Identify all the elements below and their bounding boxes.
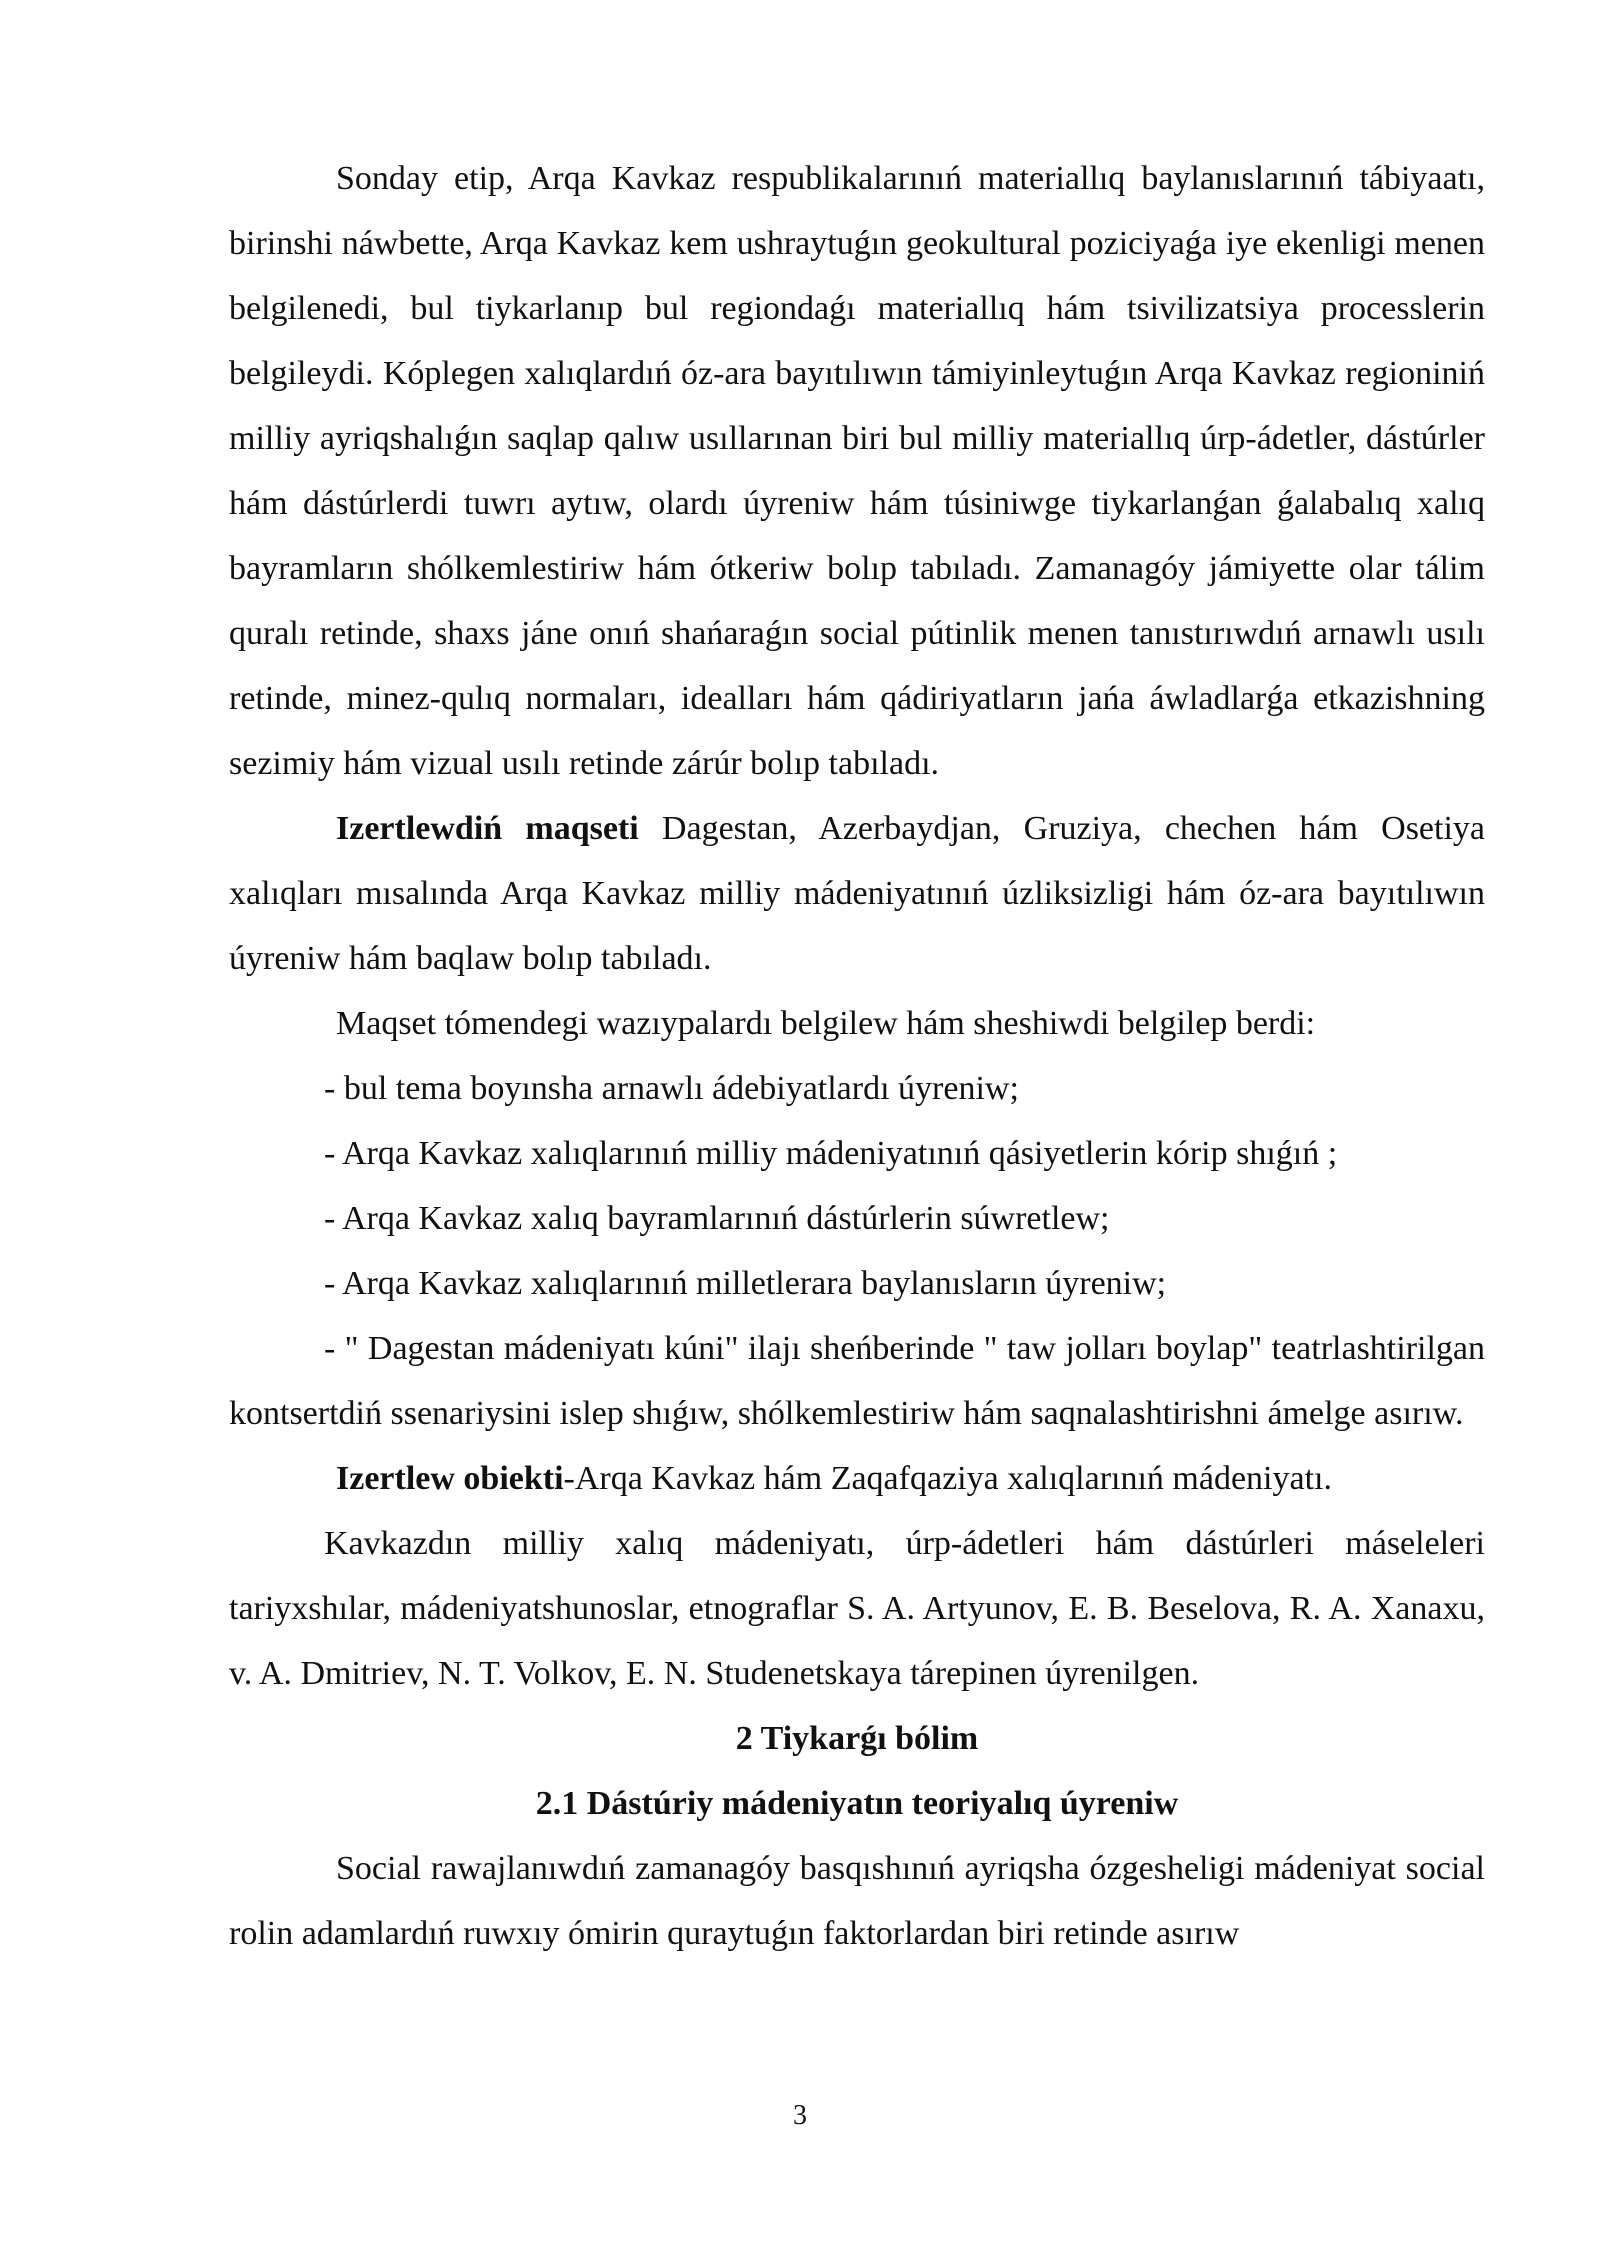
paragraph-intro: Sonday etip, Arqa Kavkaz respublikalarınıń materiallıq baylanıslarınıń tábiyaatı, birinshi náwbette, Arqa Kavkaz kem ushraytuǵın geokultural poziciyaǵa iye ekenligi menen belgilenedi, bul tiykarlanıp bul regiondaǵı materiallıq hám tsivilizatsiya processlerin belgileydi. Kóplegen xalıqlardıń óz-ara bayıtılıwın támiyinleytuǵın Arqa Kavkaz regioniniń milliy ayriqshalıǵın saqlap qalıw usıllarınan biri bul milliy materiallıq úrp-ádetler, dástúrler hám dástúrlerdi tuwrı aytıw, olardı úyreniw hám túsiniwge tiykarlanǵan ǵalabalıq xalıq bayramların shólkemlestiriw hám ótkeriw bolıp tabıladı. Zamanagóy jámiyette olar tálim quralı retinde, shaxs jáne onıń shańaraǵın social pútinlik menen tanıstırıwdıń arnawlı usılı retinde, minez-qulıq normaları, idealları hám qádiriyatların jańa áwladlarǵa etkazishning sezimiy hám vizual usılı retinde zárúr bolıp tabıladı.	[229, 160, 1485, 782]
research-goal-text: Dagestan, Azerbaydjan, Gruziya, chechen hám Osetiya xalıqları mısalında Arqa Kavkaz milliy mádeniyatınıń úzliksizligi hám óz-ara bayıtılıwın úyreniw hám baqlaw bolıp tabıladı.	[229, 810, 1486, 977]
paragraph-research-goal	[229, 796, 1485, 991]
list-item: - bul tema boyınsha arnawlı ádebiyatlardı úyreniw;	[324, 1070, 1019, 1107]
document-page	[229, 146, 1485, 1966]
subsection-heading: 2.1 Dástúriy mádeniyatın teoriyalıq úyreniw	[535, 1785, 1179, 1822]
paragraph-tasks-intro: Maqset tómendegi wazıypalardı belgilew hám sheshiwdi belgilep berdi:	[336, 1005, 1316, 1042]
paragraph-research-object	[229, 1446, 1485, 1511]
research-goal-label: Izertlewdiń maqseti	[336, 810, 639, 847]
research-object-text: -Arqa Kavkaz hám Zaqafqaziya xalıqlarınıń mádeniyatı.	[563, 1460, 1332, 1497]
list-item: - Arqa Kavkaz xalıqlarınıń milletlerara baylanısların úyreniw;	[324, 1265, 1167, 1302]
list-item: - " Dagestan mádeniyatı kúni" ilajı sheńberinde " taw jolları boylap" teatrlashtirilgan kontsertdiń ssenariysini islep shıǵıw, shólkemlestiriw hám saqnalashtirishni ámelge asırıw.	[229, 1330, 1485, 1432]
list-item: - Arqa Kavkaz xalıq bayramlarınıń dástúrlerin súwretlew;	[324, 1200, 1110, 1237]
paragraph-theory: Social rawajlanıwdıń zamanagóy basqıshınıń ayriqsha ózgesheligi mádeniyat social rolin adamlardıń ruwxıy ómirin quraytuǵın faktorlardan biri retinde asırıw	[229, 1850, 1485, 1952]
page-number: 3	[793, 2100, 807, 2131]
research-object-label: Izertlew obiekti	[336, 1460, 564, 1497]
section-heading: 2 Tiykarǵı bólim	[735, 1720, 979, 1757]
list-item: - Arqa Kavkaz xalıqlarınıń milliy mádeniyatınıń qásiyetlerin kórip shıǵıń ;	[324, 1135, 1338, 1172]
paragraph-literature: Kavkazdın milliy xalıq mádeniyatı, úrp-ádetleri hám dástúrleri máseleleri tariyxshılar, mádeniyatshunoslar, etnograflar S. A. Artyunov, E. B. Beselova, R. A. Xanaxu, v. A. Dmitriev, N. T. Volkov, E. N. Studenetskaya tárepinen úyrenilgen.	[229, 1525, 1485, 1692]
